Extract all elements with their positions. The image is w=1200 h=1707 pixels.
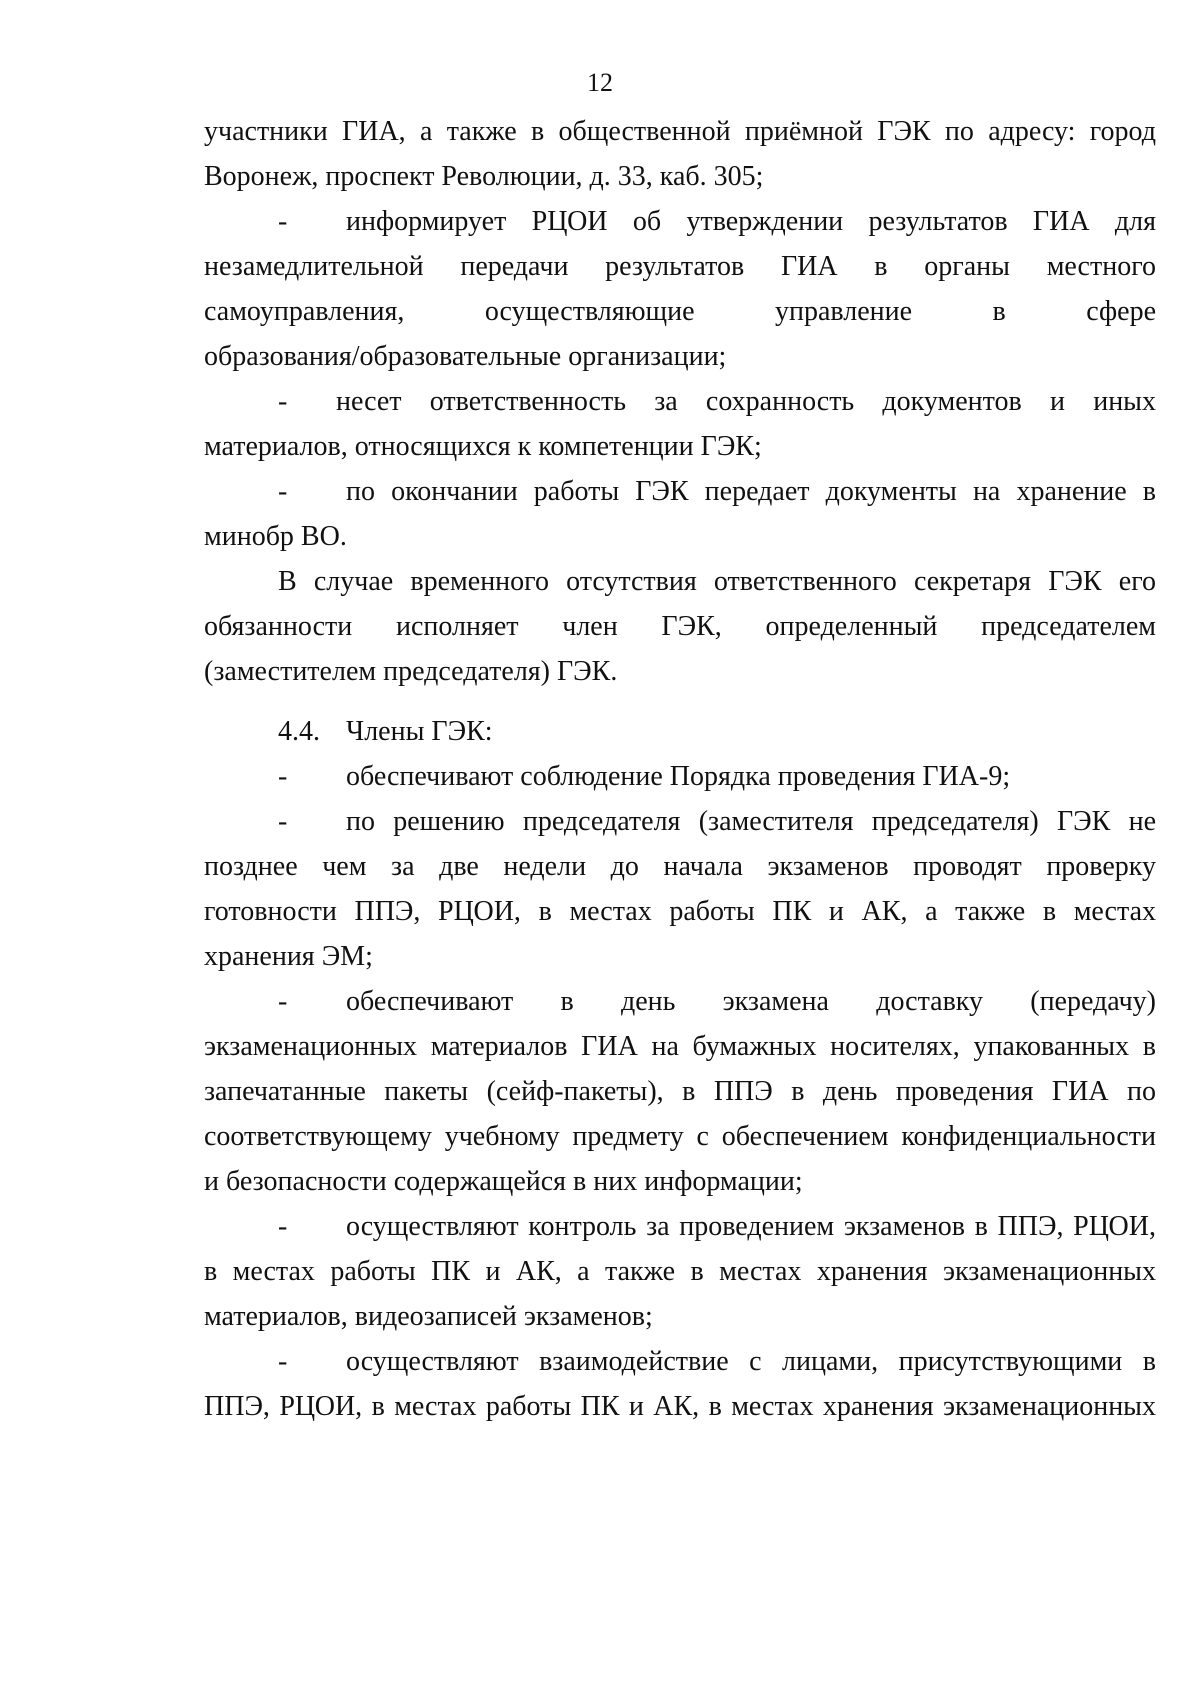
text-line: информирует РЦОИ об утверждении результатов ГИА для: [346, 206, 1156, 237]
text-line: В случае временного отсутствия ответственного секретаря ГЭК его: [278, 566, 1156, 597]
section-heading: Члены ГЭК:: [346, 716, 493, 747]
list-bullet: -: [278, 1346, 288, 1377]
text-line: запечатанные пакеты (сейф-пакеты), в ППЭ в день проведения ГИА по: [204, 1076, 1156, 1107]
text-line: и безопасности содержащейся в них информации;: [204, 1166, 803, 1197]
text-line: ППЭ, РЦОИ, в местах работы ПК и АК, в местах хранения экзаменационных: [204, 1391, 1156, 1422]
text-line: минобр ВО.: [204, 521, 347, 552]
text-line: материалов, относящихся к компетенции ГЭК;: [204, 431, 762, 462]
list-bullet: -: [278, 806, 288, 837]
text-line: хранения ЭМ;: [204, 941, 373, 972]
text-line: самоуправления, осуществляющие управление в сфере: [204, 296, 1156, 327]
text-line: экзаменационных материалов ГИА на бумажных носителях, упакованных в: [204, 1031, 1156, 1062]
text-line: готовности ППЭ, РЦОИ, в местах работы ПК и АК, а также в местах: [204, 896, 1156, 927]
text-line: материалов, видеозаписей экзаменов;: [204, 1301, 653, 1332]
text-line: в местах работы ПК и АК, а также в местах хранения экзаменационных: [204, 1256, 1156, 1287]
text-line: соответствующему учебному предмету с обеспечением конфиденциальности: [204, 1121, 1156, 1152]
text-line: (заместителем председателя) ГЭК.: [204, 656, 618, 687]
list-bullet: -: [278, 206, 288, 237]
text-line: позднее чем за две недели до начала экзаменов проводят проверку: [204, 851, 1156, 882]
text-line: образования/образовательные организации;: [204, 341, 727, 372]
list-bullet: -: [278, 761, 288, 792]
text-line: по решению председателя (заместителя председателя) ГЭК не: [346, 806, 1156, 837]
text-line: осуществляют взаимодействие с лицами, присутствующими в: [346, 1346, 1156, 1377]
list-bullet: -: [278, 476, 288, 507]
list-bullet: -: [278, 986, 288, 1017]
list-bullet: -: [278, 386, 288, 417]
section-number: 4.4.: [278, 716, 320, 747]
list-bullet: -: [278, 1211, 288, 1242]
text-line: участники ГИА, а также в общественной приёмной ГЭК по адресу: город: [204, 116, 1156, 147]
text-line: обязанности исполняет член ГЭК, определенный председателем: [204, 611, 1156, 642]
text-line: Воронеж, проспект Революции, д. 33, каб. 305;: [204, 161, 764, 192]
text-line: обеспечивают соблюдение Порядка проведения ГИА-9;: [346, 761, 1011, 792]
page-number: 12: [587, 68, 613, 97]
text-line: по окончании работы ГЭК передает документы на хранение в: [346, 476, 1156, 507]
text-line: незамедлительной передачи результатов ГИА в органы местного: [204, 251, 1156, 282]
text-line: осуществляют контроль за проведением экзаменов в ППЭ, РЦОИ,: [346, 1211, 1156, 1242]
text-line: обеспечивают в день экзамена доставку (передачу): [346, 986, 1156, 1017]
text-line: несет ответственность за сохранность документов и иных: [336, 386, 1156, 417]
